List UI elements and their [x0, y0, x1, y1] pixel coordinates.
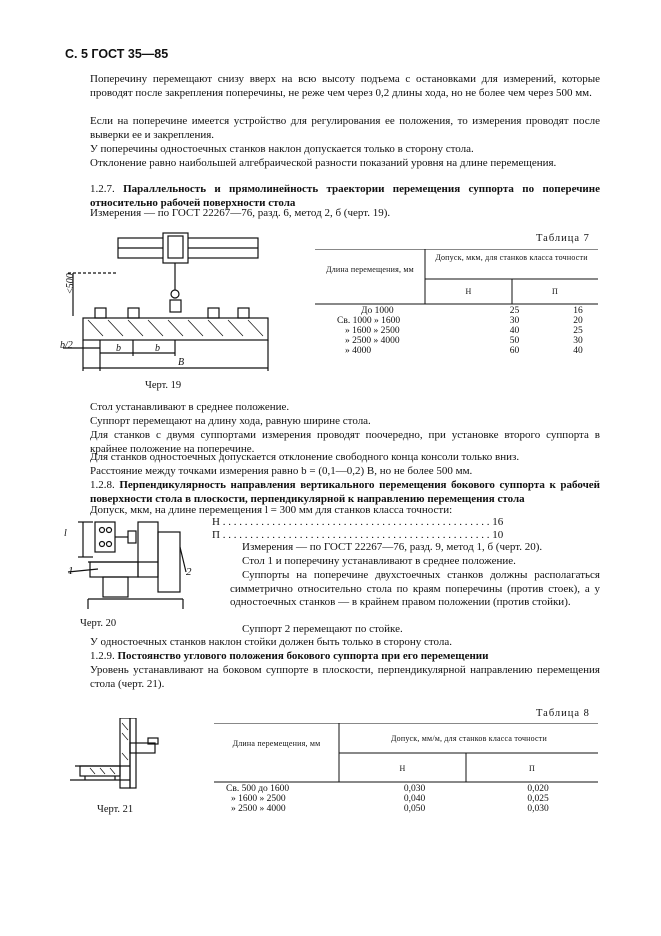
table-8-col-length: Длина перемещения, мм [232, 739, 321, 748]
cell-h: 0,040 [403, 794, 426, 804]
paragraph-text: Поперечину перемещают снизу вверх на всю высоту подъема с остановками для измерений, которые проводят после закрепления поперечины, не реже чем через 0,2 длины хода, но не более чем через 500 мм. [90, 73, 600, 99]
cell-h: 50 [509, 336, 520, 346]
table-7-col-tol: Допуск, мкм, для станков класса точности [435, 253, 588, 262]
cell-p: 0,020 [527, 784, 549, 794]
table-7-body [315, 306, 598, 356]
cell-length: До 1000 [361, 306, 394, 316]
section-title: Параллельность и прямолинейность траектории перемещения суппорта по поперечине относительно рабочей поверхности стола [90, 183, 600, 209]
tolerance-h: Н . . . . . . . . . . . . . . . . . . . . . . . . . . . . . . . . . . . . . . . . . . . . . . . . . 16 [212, 516, 504, 528]
cell-p: 0,030 [527, 804, 549, 814]
table-7-caption: Таблица 7 [536, 233, 590, 244]
paragraph: Для станков с двумя суппортами измерения проводят поочередно, при установке второго суппорта в крайнее положение на поперечине. [90, 429, 600, 455]
table-row [315, 326, 598, 336]
cell-h: 40 [509, 326, 520, 336]
dim-b-label: b [116, 343, 121, 354]
table-8-col-p: П [529, 764, 535, 773]
table-row [315, 316, 598, 326]
table-8-col-h: Н [399, 764, 406, 773]
figure-19 [58, 228, 288, 398]
cell-length: » 2500 » 4000 [345, 336, 400, 346]
table-row [315, 306, 598, 316]
table-row [214, 794, 598, 804]
dim-l-label: l [64, 528, 67, 539]
section-1-2-7 [90, 183, 600, 210]
table-row [214, 784, 598, 794]
section-number: 1.2.9. [90, 650, 115, 662]
figure-21-caption: Черт. 21 [97, 804, 134, 815]
paragraph: Суппорты на поперечине двухстоечных станков должны располагаться симметрично относительно стола по краям поперечины (против стоек), а у одностоечных станков — в крайнем правом положении (против стойки). [230, 569, 600, 608]
cell-length: Св. 500 до 1600 [226, 784, 290, 794]
cell-p: 40 [573, 346, 583, 356]
cell-p: 25 [573, 326, 583, 336]
section-number: 1.2.8. [90, 479, 115, 491]
cell-p: 30 [573, 336, 583, 346]
cell-p: 20 [573, 316, 583, 326]
paragraph: Отклонение равно наибольшей алгебраической разности показаний уровня на длине перемещения. [90, 157, 557, 169]
paragraph: Стол устанавливают в среднее положение. [90, 401, 290, 413]
cell-h: 25 [509, 306, 520, 316]
figure-21 [70, 718, 180, 798]
measurement-ref: Измерения — по ГОСТ 22267—76, разд. 9, метод 1, б (черт. 20). [242, 541, 543, 553]
callout-1: 1 [68, 565, 74, 577]
dim-b-label: b [155, 343, 160, 354]
paragraph: Для станков одностоечных допускается отклонение свободного конца консоли только вниз. [90, 451, 520, 463]
cell-p: 16 [573, 306, 583, 316]
cell-length: » 1600 » 2500 [231, 794, 286, 804]
table-7-col-h: Н [465, 287, 472, 296]
tolerance-text: Допуск, мкм, на длине перемещения l = 300 мм для станков класса точности: [90, 504, 453, 516]
table-7-col-length: Длина перемещения, мм [326, 265, 414, 274]
paragraph: Если на поперечине имеется устройство для регулирования ее положения, то измерения проводят после выверки ее и закрепления. [90, 115, 600, 141]
table-7-col-p: П [552, 287, 558, 296]
section-title: Перпендикулярность направления вертикального перемещения бокового суппорта к рабочей поверхности стола в плоскости, перпендикулярной к направлению перемещения стола [90, 479, 600, 505]
paragraph: Суппорт 2 перемещают по стойке. [242, 623, 403, 635]
paragraph: У одностоечных станков наклон стойки должен быть только в сторону стола. [90, 636, 452, 648]
cell-length: » 4000 [345, 346, 372, 356]
cell-length: Св. 1000 » 1600 [337, 316, 401, 326]
figure-20-caption: Черт. 20 [80, 618, 117, 629]
section-1-2-9 [90, 650, 600, 664]
table-row [214, 804, 598, 814]
section-title: Постоянство углового положения бокового суппорта при его перемещении [117, 650, 489, 662]
table-8-col-tol: Допуск, мм/м, для станков класса точности [391, 734, 547, 743]
cell-h: 0,030 [403, 784, 426, 794]
paragraph: У поперечины одностоечных станков наклон допускается только в сторону стола. [90, 143, 474, 155]
table-row [315, 346, 598, 356]
cell-h: 60 [509, 346, 520, 356]
cell-h: 0,050 [403, 804, 426, 814]
table-8-caption: Таблица 8 [536, 708, 590, 719]
paragraph: Суппорт перемещают на длину хода, равную ширине стола. [90, 415, 371, 427]
section-number: 1.2.7. [90, 183, 115, 195]
page-header: С. 5 ГОСТ 35—85 [65, 47, 169, 61]
dim-B-label: B [178, 357, 185, 368]
paragraph: Стол 1 и поперечину устанавливают в среднее положение. [242, 555, 516, 567]
paragraph [90, 73, 600, 100]
section-1-2-8 [90, 479, 600, 506]
dim-500-label: ≤500 [64, 273, 76, 294]
cell-h: 30 [509, 316, 520, 326]
dim-b2-label: b/2 [60, 340, 73, 351]
paragraph: Уровень устанавливают на боковом суппорте в плоскости, перпендикулярной направлению перемещения стола (черт. 21). [90, 664, 600, 690]
table-8-rules [214, 723, 598, 783]
table-8-body [214, 784, 598, 814]
cell-length: » 1600 » 2500 [345, 326, 400, 336]
cell-length: » 2500 » 4000 [231, 804, 286, 814]
cell-p: 0,025 [527, 794, 549, 804]
figure-19-caption: Черт. 19 [145, 380, 182, 391]
paragraph: Расстояние между точками измерения равно b = (0,1—0,2) B, но не более 500 мм. [90, 465, 473, 477]
tolerance-p: П . . . . . . . . . . . . . . . . . . . . . . . . . . . . . . . . . . . . . . . . . . . . . . . . . 10 [212, 529, 504, 541]
table-row [315, 336, 598, 346]
measurement-ref: Измерения — по ГОСТ 22267—76, разд. 6, метод 2, б (черт. 19). [90, 207, 391, 219]
callout-2: 2 [186, 566, 192, 578]
